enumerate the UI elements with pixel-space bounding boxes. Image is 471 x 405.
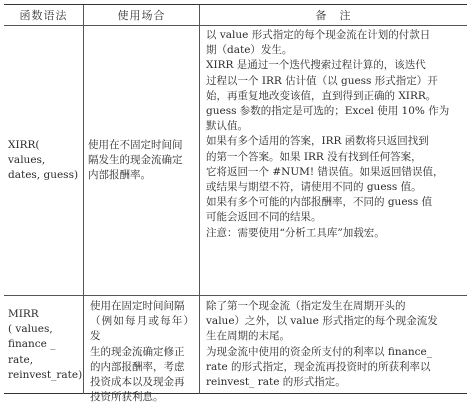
header-notes: 备 注: [315, 9, 352, 22]
note-paragraph: 为现金流中使用的资金所支付的利率以 finance_ rate 的形式指定，现金流再投资时的所获利率以 reinvest_ rate 的形式指定。: [206, 345, 432, 389]
note-paragraph: XIRR 是通过一个迭代搜索过程计算的，该迭代 过程以一个 IRR 估计值（以 guess 形式指定）开 始，再重复地改变该值，直到得到正确的 XIRR。 guess 参数的指定是可选的；Excel 使用 10% 作为 默认值。: [206, 59, 450, 133]
syntax-cell: MIRR ( values, finance _ rate, reinvest_rate): [8, 307, 83, 381]
note-paragraph: 以 value 形式指定的每个现金流在计划的付款日 期（date）发生。: [206, 29, 431, 57]
notes-cell: [200, 26, 467, 241]
table-header-row: [4, 5, 467, 26]
usage-cell: 使用在固定时间间隔 （例如每月或每年）发 生的现金流确定修正 的内部报酬率，考虑 投资成本以及现金再 投资所获利息。: [90, 300, 194, 404]
note-paragraph: 除了第一个现金流（指定发生在周期开头的 value）之外，以 value 形式指定的每个现金流发 生在周期的末尾。: [206, 300, 438, 343]
usage-cell: 使用在不固定时间间 隔发生的现金流确定 内部报酬率。: [88, 138, 183, 182]
table-row-xirr: [4, 26, 467, 296]
header-usage: 使用场合: [117, 9, 166, 22]
table-row-mirr: [4, 296, 467, 404]
note-paragraph: 如果有多个可能的内部报酬率，不同的 guess 值 可能会返回不同的结果。: [206, 196, 433, 224]
syntax-cell: XIRR( values, dates, guess): [8, 138, 79, 182]
note-paragraph: 如果有多个适用的答案，IRR 函数将只返回找到 的第一个答案。如果 IRR 没有找到任何答案， 它将返回一个 #NUM! 错误值。如果返回错误值， 或结果与期望不符，请使用不同的 guess 值。: [206, 135, 444, 194]
function-table: [4, 4, 467, 404]
notes-cell: [200, 296, 467, 390]
note-paragraph: 注意：需要使用“分析工具库”加载宏。: [206, 226, 385, 239]
header-syntax: 函数语法: [19, 9, 68, 22]
